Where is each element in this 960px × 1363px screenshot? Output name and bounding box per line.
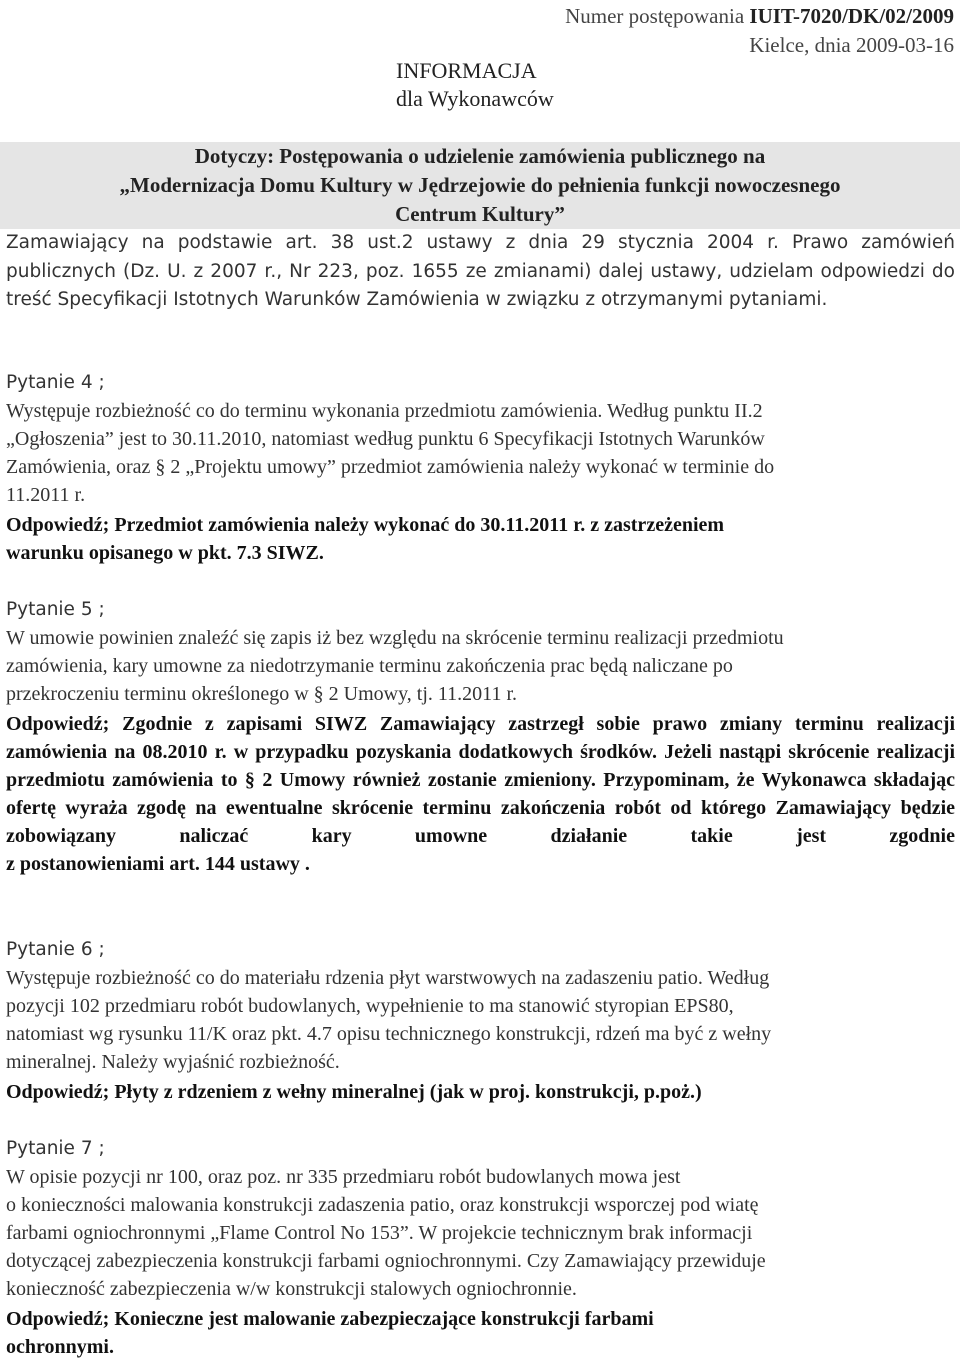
city-date: Kielce, dnia 2009-03-16 [749,33,954,57]
question-4-line-1: Występuje rozbieżność co do terminu wykonania przedmiotu zamówienia. Według punktu II.2 [6,400,763,422]
question-7-line-3: farbami ogniochronnymi „Flame Control No 153”. W projekcie technicznym brak informacji [6,1222,753,1244]
subject-line-3: Centrum Kultury” [395,202,565,226]
procedure-number-line [565,2,954,30]
question-7-title: Pytanie 7 ; [6,1138,105,1159]
question-7-line-4: dotyczącej zabezpieczenia konstrukcji farbami ogniochronnymi. Czy Zamawiający przewiduje [6,1250,766,1272]
question-4-text [6,397,955,509]
question-6-line-3: natomiast wg rysunku 11/K oraz pkt. 4.7 opisu technicznego konstrukcji, rdzeń ma być z wełny [6,1023,772,1045]
answer-6: Odpowiedź; Płyty z rdzeniem z wełny mineralnej (jak w proj. konstrukcji, p.poż.) [6,1081,702,1103]
question-7-line-1: W opisie pozycji nr 100, oraz poz. nr 335 przedmiaru robót budowlanych mowa jest [6,1166,681,1188]
procedure-label: Numer postępowania [565,4,745,28]
question-6-line-4: mineralnej. Należy wyjaśnić rozbieżność. [6,1051,340,1073]
answer-4 [6,511,955,567]
question-4-line-4: 11.2011 r. [6,484,86,506]
subject-box [0,142,960,229]
question-6-line-1: Występuje rozbieżność co do materiału rdzenia płyt warstwowych na zadaszeniu patio. Według [6,967,770,989]
question-6-text [6,964,955,1076]
answer-7-line-1: Odpowiedź; Konieczne jest malowanie zabezpieczające konstrukcji farbami [6,1308,654,1330]
question-5-text [6,624,955,708]
info-heading: INFORMACJA [396,58,537,83]
subject-line-1: Dotyczy: Postępowania o udzielenie zamówienia publicznego na [194,144,766,168]
procedure-number: IUIT-7020/DK/02/2009 [749,4,954,28]
question-5-title: Pytanie 5 ; [6,599,105,620]
question-5-line-1: W umowie powinien znaleźć się zapis iż bez względu na skrócenie terminu realizacji przedmiotu [6,627,784,649]
question-5-line-2: zamówienia, kary umowne za niedotrzymanie terminu zakończenia prac będą naliczane po [6,655,733,677]
answer-5-text: Odpowiedź; Zgodnie z zapisami SIWZ Zamawiający zastrzegł sobie prawo zmiany terminu realizacji zamówienia na 08.2010 r. w przypadku pozyskania dodatkowych środków. Jeżeli nastąpi skrócenie realizacji przedmiotu zamówienia to § 2 Umowy również zostanie zmieniony. Przypominam, że Wykonawca składając ofertę wyraża zgodę na ewentualne skrócenie terminu zakończenia robót od którego Zamawiający będzie zobowiązany naliczać kary umowne działanie takie jest zgodnie [6,713,955,847]
question-4-line-2: „Ogłoszenia” jest to 30.11.2010, natomiast według punktu 6 Specyfikacji Istotnych Warunków [6,428,765,450]
question-7-text [6,1163,955,1303]
question-7-line-2: o konieczności malowania konstrukcji zadaszenia patio, oraz konstrukcji wsporczej pod wiatę [6,1194,759,1216]
subject-line-2: „Modernizacja Domu Kultury w Jędrzejowie do pełnienia funkcji nowoczesnego [119,173,841,197]
intro-paragraph: Zamawiający na podstawie art. 38 ust.2 ustawy z dnia 29 stycznia 2004 r. Prawo zamówień publicznych (Dz. U. z 2007 r., Nr 223, poz. 1655 ze zmianami) dalej ustawy, udzielam odpowiedzi do treść Specyfikacji Istotnych Warunków Zamówienia w związku z otrzymanymi pytaniami. [6,232,955,310]
answer-5-last-line: z postanowieniami art. 144 ustawy . [6,853,310,875]
answer-4-line-2: warunku opisanego w pkt. 7.3 SIWZ. [6,542,324,564]
info-subheading: dla Wykonawców [396,86,554,111]
question-4-line-3: Zamówienia, oraz § 2 „Projektu umowy” przedmiot zamówienia należy wykonać w terminie do [6,456,775,478]
answer-5 [6,710,955,878]
question-5-line-3: przekroczeniu terminu określonego w § 2 Umowy, tj. 11.2011 r. [6,683,517,705]
answer-4-line-1: Odpowiedź; Przedmiot zamówienia należy wykonać do 30.11.2011 r. z zastrzeżeniem [6,514,725,536]
answer-7 [6,1305,955,1361]
question-4-title: Pytanie 4 ; [6,372,105,393]
question-6-title: Pytanie 6 ; [6,939,105,960]
question-6-line-2: pozycji 102 przedmiaru robót budowlanych, wypełnienie to ma stanowić styropian EPS80, [6,995,734,1017]
answer-7-line-2: ochronnymi. [6,1336,114,1358]
question-7-line-5: konieczność zabezpieczenia w/w konstrukcji stalowych ogniochronnie. [6,1278,577,1300]
